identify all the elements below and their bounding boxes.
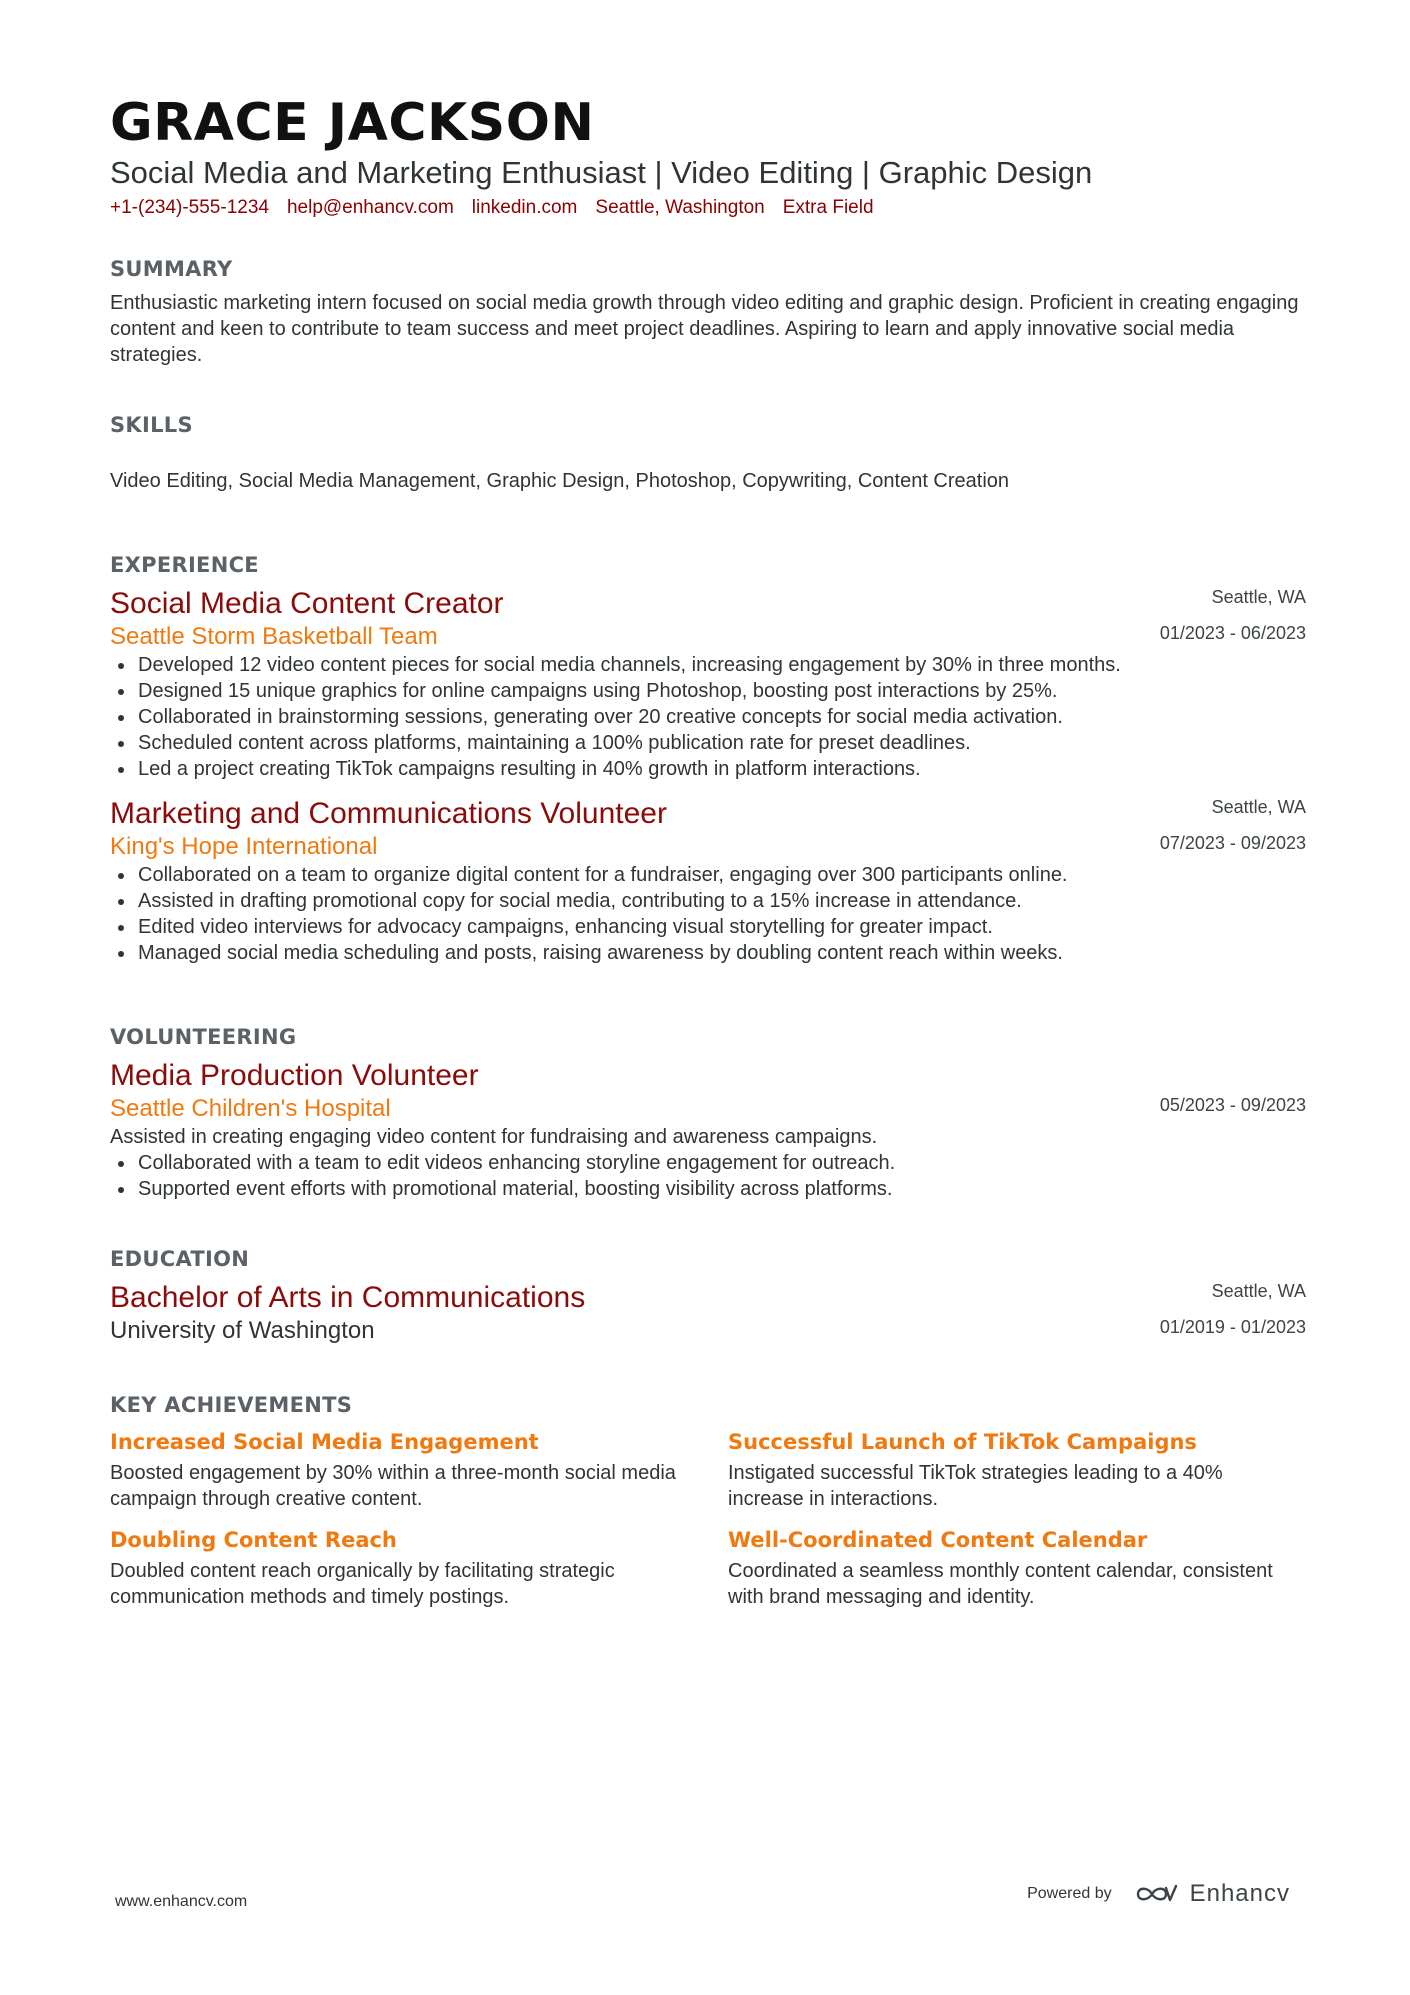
achievements-grid xyxy=(110,1428,1306,1610)
summary-section xyxy=(110,256,1306,368)
achievements-heading: KEY ACHIEVEMENTS xyxy=(110,1393,353,1417)
candidate-headline: Social Media and Marketing Enthusiast | Video Editing | Graphic Design xyxy=(110,155,1093,190)
experience-entry xyxy=(110,796,1306,966)
achievement-description: Coordinated a seamless monthly content calendar, consistent with brand messaging and identity. xyxy=(728,1560,1273,1608)
contact-extra: Extra Field xyxy=(782,197,874,218)
achievement-item xyxy=(728,1428,1306,1512)
job-bullets xyxy=(110,862,1306,966)
job-location: Seattle, WA xyxy=(1211,797,1306,817)
job-company: Seattle Storm Basketball Team xyxy=(110,623,438,650)
skills-section xyxy=(110,412,1306,494)
contact-email[interactable]: help@enhancv.com xyxy=(286,197,454,218)
volunteering-entry xyxy=(110,1058,1306,1202)
education-heading: EDUCATION xyxy=(110,1247,250,1271)
experience-heading: EXPERIENCE xyxy=(110,553,259,577)
list-item: Collaborated on a team to organize digital content for a fundraiser, engaging over 300 participants online. xyxy=(138,862,1306,888)
footer-website[interactable]: www.enhancv.com xyxy=(115,1893,248,1910)
list-item: Designed 15 unique graphics for online campaigns using Photoshop, boosting post interactions by 25%. xyxy=(138,678,1306,704)
list-item: Managed social media scheduling and posts, raising awareness by doubling content reach within weeks. xyxy=(138,940,1306,966)
achievement-item xyxy=(110,1526,728,1610)
skills-heading: SKILLS xyxy=(110,413,193,437)
contact-list xyxy=(110,196,1306,220)
list-item: Supported event efforts with promotional material, boosting visibility across platforms. xyxy=(138,1176,1306,1202)
achievements-section xyxy=(110,1392,1306,1610)
experience-section xyxy=(110,552,1306,966)
list-item: Collaborated in brainstorming sessions, generating over 20 creative concepts for social media activation. xyxy=(138,704,1306,730)
list-item: Collaborated with a team to edit videos enhancing storyline engagement for outreach. xyxy=(138,1150,1306,1176)
achievement-item xyxy=(110,1428,728,1512)
achievement-title: Increased Social Media Engagement xyxy=(110,1430,539,1454)
list-item: Led a project creating TikTok campaigns resulting in 40% growth in platform interactions. xyxy=(138,756,1306,782)
resume-header xyxy=(110,92,1306,220)
experience-entry xyxy=(110,586,1306,782)
list-item: Developed 12 video content pieces for social media channels, increasing engagement by 30% in three months. xyxy=(138,652,1306,678)
summary-heading: SUMMARY xyxy=(110,257,233,281)
contact-location: Seattle, Washington xyxy=(595,197,765,218)
job-bullets xyxy=(110,652,1306,782)
volunteer-dates: 05/2023 - 09/2023 xyxy=(1159,1095,1306,1115)
skills-text: Video Editing, Social Media Management, Graphic Design, Photoshop, Copywriting, Content Creation xyxy=(110,470,1010,492)
list-item: Scheduled content across platforms, maintaining a 100% publication rate for preset deadlines. xyxy=(138,730,1306,756)
education-dates: 01/2019 - 01/2023 xyxy=(1159,1317,1306,1337)
enhancv-logo-icon xyxy=(1134,1882,1180,1906)
footer-branding xyxy=(1027,1880,1290,1908)
powered-by-label: Powered by xyxy=(1027,1885,1112,1902)
job-title: Social Media Content Creator xyxy=(110,587,504,620)
volunteer-bullets xyxy=(110,1150,1306,1202)
job-location: Seattle, WA xyxy=(1211,587,1306,607)
volunteering-heading: VOLUNTEERING xyxy=(110,1025,297,1049)
contact-phone[interactable]: +1-(234)-555-1234 xyxy=(110,197,269,218)
brand-name: Enhancv xyxy=(1189,1880,1290,1907)
volunteer-organization: Seattle Children's Hospital xyxy=(110,1095,391,1122)
achievement-title: Doubling Content Reach xyxy=(110,1528,397,1552)
volunteering-section xyxy=(110,1024,1306,1202)
achievement-description: Doubled content reach organically by facilitating strategic communication methods and timely postings. xyxy=(110,1560,615,1608)
brand-logo[interactable] xyxy=(1134,1880,1290,1908)
achievement-item xyxy=(728,1526,1306,1610)
list-item: Assisted in drafting promotional copy for social media, contributing to a 15% increase in attendance. xyxy=(138,888,1306,914)
list-item: Edited video interviews for advocacy campaigns, enhancing visual storytelling for greater impact. xyxy=(138,914,1306,940)
candidate-name: GRACE JACKSON xyxy=(110,93,595,153)
degree-title: Bachelor of Arts in Communications xyxy=(110,1281,586,1314)
volunteer-role: Media Production Volunteer xyxy=(110,1059,479,1092)
job-title: Marketing and Communications Volunteer xyxy=(110,797,667,830)
education-entry xyxy=(110,1280,1306,1346)
summary-text: Enthusiastic marketing intern focused on social media growth through video editing and graphic design. Proficient in creating engaging content and keen to contribute to team success and meet project deadlines. Aspiring to learn and apply innovative social media strategies. xyxy=(110,292,1299,366)
job-company: King's Hope International xyxy=(110,833,378,860)
school-name: University of Washington xyxy=(110,1317,375,1344)
achievement-title: Successful Launch of TikTok Campaigns xyxy=(728,1430,1197,1454)
job-dates: 07/2023 - 09/2023 xyxy=(1159,833,1306,853)
achievement-description: Instigated successful TikTok strategies leading to a 40% increase in interactions. xyxy=(728,1462,1223,1510)
education-section xyxy=(110,1246,1306,1346)
job-dates: 01/2023 - 06/2023 xyxy=(1159,623,1306,643)
contact-linkedin[interactable]: linkedin.com xyxy=(471,197,578,218)
achievement-title: Well-Coordinated Content Calendar xyxy=(728,1528,1148,1552)
education-location: Seattle, WA xyxy=(1211,1281,1306,1301)
achievement-description: Boosted engagement by 30% within a three-month social media campaign through creative content. xyxy=(110,1462,676,1510)
volunteer-description: Assisted in creating engaging video content for fundraising and awareness campaigns. xyxy=(110,1126,878,1148)
